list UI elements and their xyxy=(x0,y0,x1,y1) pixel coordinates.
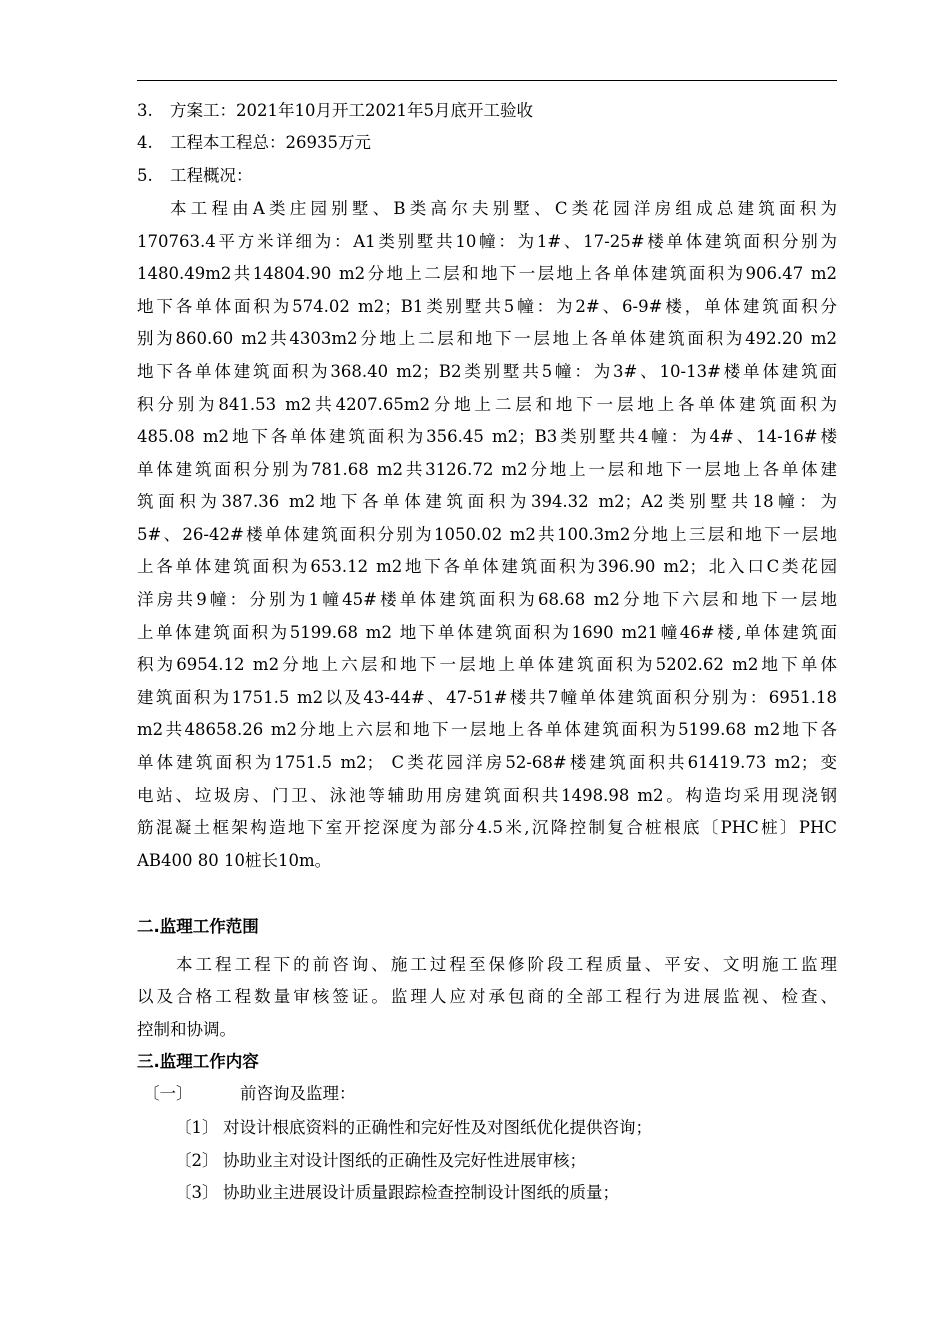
list-item-number: 5. xyxy=(137,166,153,185)
list-item-text: 工程本工程总：26935万元 xyxy=(170,133,371,152)
overview-line: 电站、垃圾房、门卫、泳池等辅助用房建筑面积共1498.98 m2。构造均采用现浇钢 xyxy=(137,786,837,805)
section-heading: 三.监理工作内容 xyxy=(137,1052,259,1071)
section-heading: 二.监理工作范围 xyxy=(137,917,259,936)
list-item-number: 〔2〕 xyxy=(175,1151,219,1170)
overview-line: 本工程由A类庄园别墅、B类高尔夫别墅、C类花园洋房组成总建筑面积为 xyxy=(170,199,837,218)
overview-line: 单体建筑面积为1751.5 m2； C类花园洋房52-68#楼建筑面积共61419.73 m2；变 xyxy=(137,753,837,772)
overview-line: 积为6954.12 m2分地上六层和地下一层地上单体建筑面积为5202.62 m2地下单体 xyxy=(137,655,837,674)
overview-line: 积分别为841.53 m2共4207.65m2分地上二层和地下一层地上各单体建筑面积为 xyxy=(137,395,837,414)
overview-line: 170763.4平方米详细为：A1类别墅共10幢：为1#、17-25#楼单体建筑面积分别为 xyxy=(137,232,837,251)
overview-line: 上各单体建筑面积为653.12 m2地下各单体建筑面积为396.90 m2；北入口C类花园 xyxy=(137,557,837,576)
overview-line: 单体建筑面积分别为781.68 m2共3126.72 m2分地上一层和地下一层地上各单体建 xyxy=(137,460,837,479)
list-item xyxy=(137,101,533,121)
overview-line: m2共48658.26 m2分地上六层和地下一层地上各单体建筑面积为5199.68 m2地下各 xyxy=(137,720,837,739)
scope-line: 本工程工程下的前咨询、施工过程至保修阶段工程质量、平安、文明施工监理 xyxy=(176,955,837,974)
overview-line: 地下各单体建筑面积为368.40 m2；B2类别墅共5幢：为3#、10-13#楼单体建筑面 xyxy=(137,362,837,381)
scope-line: 控制和协调。 xyxy=(137,1020,236,1039)
list-item-number: 3. xyxy=(137,101,153,120)
list-item-number: 4. xyxy=(137,133,153,152)
overview-line: AB400 80 10桩长10m。 xyxy=(137,851,332,870)
list-item-text: 协助业主对设计图纸的正确性及完好性进展审核； xyxy=(223,1151,586,1170)
overview-line: 筋混凝土框架构造地下室开挖深度为部分4.5米,沉降控制复合桩根底〔PHC桩〕PHC xyxy=(137,818,837,837)
list-item-text: 工程概况： xyxy=(170,166,253,185)
list-item xyxy=(137,133,371,153)
scope-line: 以及合格工程数量审核签证。监理人应对承包商的全部工程行为进展监视、检查、 xyxy=(137,987,837,1006)
list-item-number: 〔1〕 xyxy=(175,1118,219,1137)
overview-line: 地下各单体面积为574.02 m2；B1类别墅共5幢：为2#、6-9#楼，单体建筑面积分 xyxy=(137,297,837,316)
list-item-text: 协助业主进展设计质量跟踪检查控制设计图纸的质量； xyxy=(223,1183,619,1202)
sub-heading-text: 前咨询及监理： xyxy=(240,1084,356,1103)
overview-line: 上单体建筑面积为5199.68 m2 地下单体建筑面积为1690 m21幢46#楼,单体建筑面 xyxy=(137,623,837,642)
overview-line: 485.08 m2地下各单体建筑面积为356.45 m2；B3类别墅共4幢：为4#、14-16#楼 xyxy=(137,427,837,446)
list-item-text: 对设计根底资料的正确性和完好性及对图纸优化提供咨询； xyxy=(223,1118,652,1137)
list-item xyxy=(137,166,253,186)
overview-line: 洋房共9幢：分别为1幢45#楼单体建筑面积为68.68 m2分地下六层和地下一层地 xyxy=(137,590,837,609)
overview-line: 别为860.60 m2共4303m2分地上二层和地下一层地上各单体建筑面积为492.20 m2 xyxy=(137,329,837,348)
sub-heading-number: 〔一〕 xyxy=(143,1084,193,1103)
sub-heading xyxy=(143,1084,356,1104)
list-item-number: 〔3〕 xyxy=(175,1183,219,1202)
overview-line: 筑面积为387.36 m2地下各单体建筑面积为394.32 m2；A2类别墅共18幢：为 xyxy=(137,492,837,511)
list-item-text: 方案工：2021年10月开工2021年5月底开工验收 xyxy=(170,101,533,120)
overview-line: 1480.49m2共14804.90 m2分地上二层和地下一层地上各单体建筑面积为906.47 m2 xyxy=(137,264,837,283)
header-rule xyxy=(137,80,837,81)
overview-line: 5#、26-42#楼单体建筑面积分别为1050.02 m2共100.3m2分地上三层和地下一层地 xyxy=(137,525,837,544)
list-item xyxy=(175,1151,586,1171)
list-item xyxy=(175,1183,619,1203)
overview-line: 建筑面积为1751.5 m2以及43-44#、47-51#楼共7幢单体建筑面积分别为：6951.18 xyxy=(137,688,837,707)
list-item xyxy=(175,1118,652,1138)
